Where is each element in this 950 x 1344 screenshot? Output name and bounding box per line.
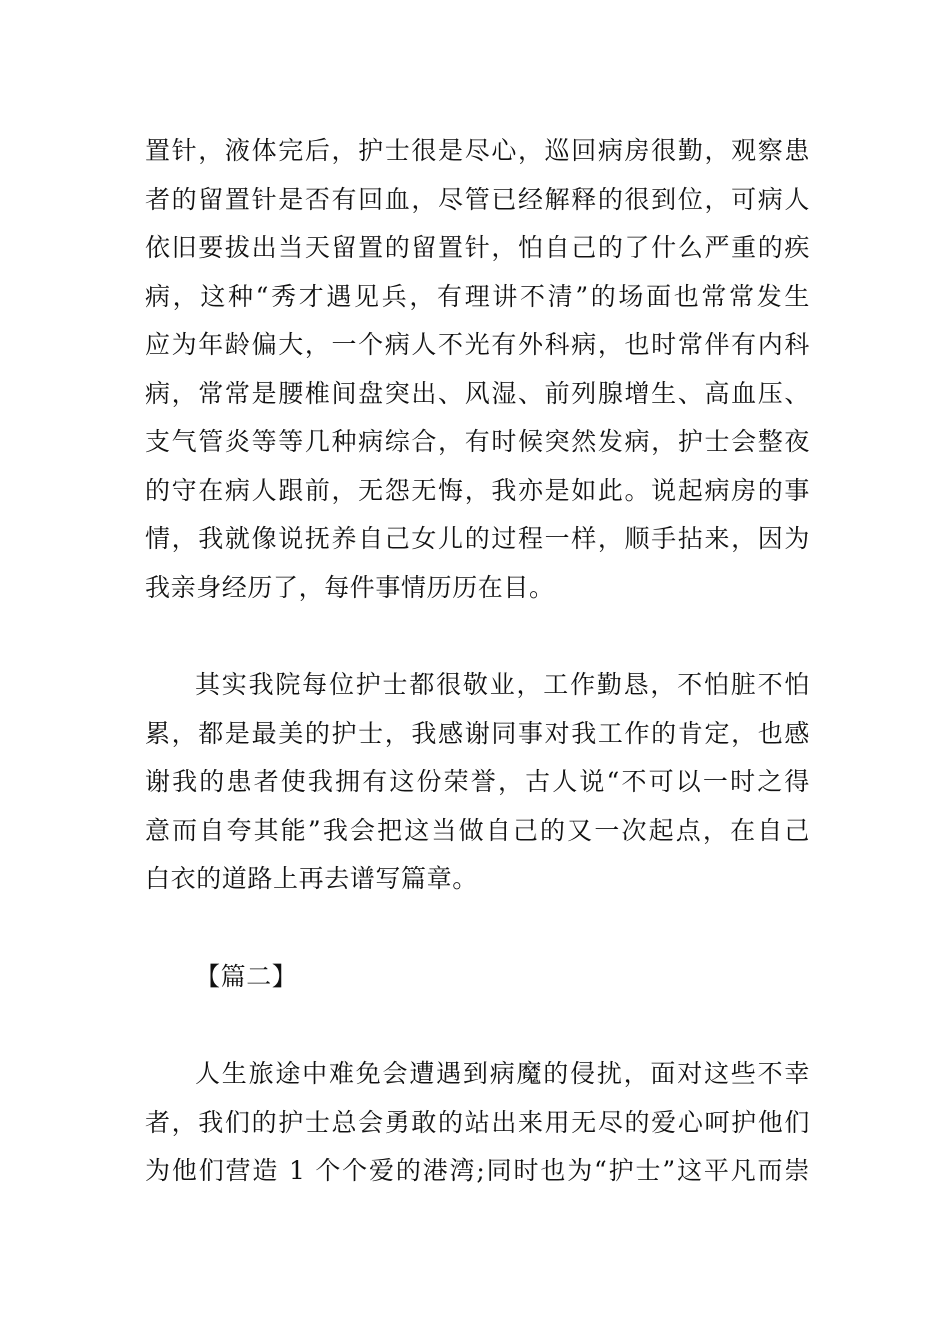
paragraph-line: 支气管炎等等几种病综合，有时候突然发病，护士会整夜	[145, 427, 810, 456]
paragraph-1	[145, 127, 810, 612]
paragraph-line: 的守在病人跟前，无怨无悔，我亦是如此。说起病房的事	[145, 475, 810, 505]
paragraph-line: 依旧要拔出当天留置的留置针，怕自己的了什么严重的疾	[145, 233, 810, 262]
paragraph-line: 置针，液体完后，护士很是尽心，巡回病房很勤，观察患	[145, 136, 810, 165]
paragraph-line: 累，都是最美的护士，我感谢同事对我工作的肯定，也感	[145, 718, 810, 748]
paragraph-spacer	[145, 612, 810, 661]
paragraph-line: 谢我的患者使我拥有这份荣誉，古人说“不可以一时之得	[145, 767, 810, 796]
paragraph-line: 人生旅途中难免会遭遇到病魔的侵扰，面对这些不幸	[195, 1059, 810, 1088]
paragraph-3	[145, 1050, 810, 1196]
paragraph-line: 我亲身经历了，每件事情历历在目。	[145, 572, 555, 602]
paragraph-line: 其实我院每位护士都很敬业，工作勤恳，不怕脏不怕	[195, 670, 810, 699]
paragraph-line: 意而自夸其能”我会把这当做自己的又一次起点，在自己	[145, 815, 810, 845]
paragraph-2	[145, 661, 810, 904]
paragraph-line: 应为年龄偏大，一个病人不光有外科病，也时常伴有内科	[145, 330, 810, 359]
paragraph-spacer	[145, 904, 810, 953]
document-body	[145, 127, 810, 1196]
paragraph-spacer	[145, 1001, 810, 1050]
section-heading: 【篇二】	[195, 961, 298, 991]
paragraph-line: 情，我就像说抚养自己女儿的过程一样，顺手拈来，因为	[145, 524, 810, 553]
paragraph-line: 白衣的道路上再去谱写篇章。	[145, 864, 478, 893]
paragraph-line: 病，这种“秀才遇见兵，有理讲不清”的场面也常常发生	[145, 281, 810, 311]
paragraph-line: 病，常常是腰椎间盘突出、风湿、前列腺增生、高血压、	[145, 378, 810, 408]
paragraph-line: 者的留置针是否有回血，尽管已经解释的很到位，可病人	[145, 184, 810, 214]
paragraph-line: 为他们营造 1 个个爱的港湾;同时也为“护士”这平凡而崇	[145, 1156, 810, 1185]
paragraph-line: 者，我们的护士总会勇敢的站出来用无尽的爱心呵护他们	[145, 1107, 810, 1137]
